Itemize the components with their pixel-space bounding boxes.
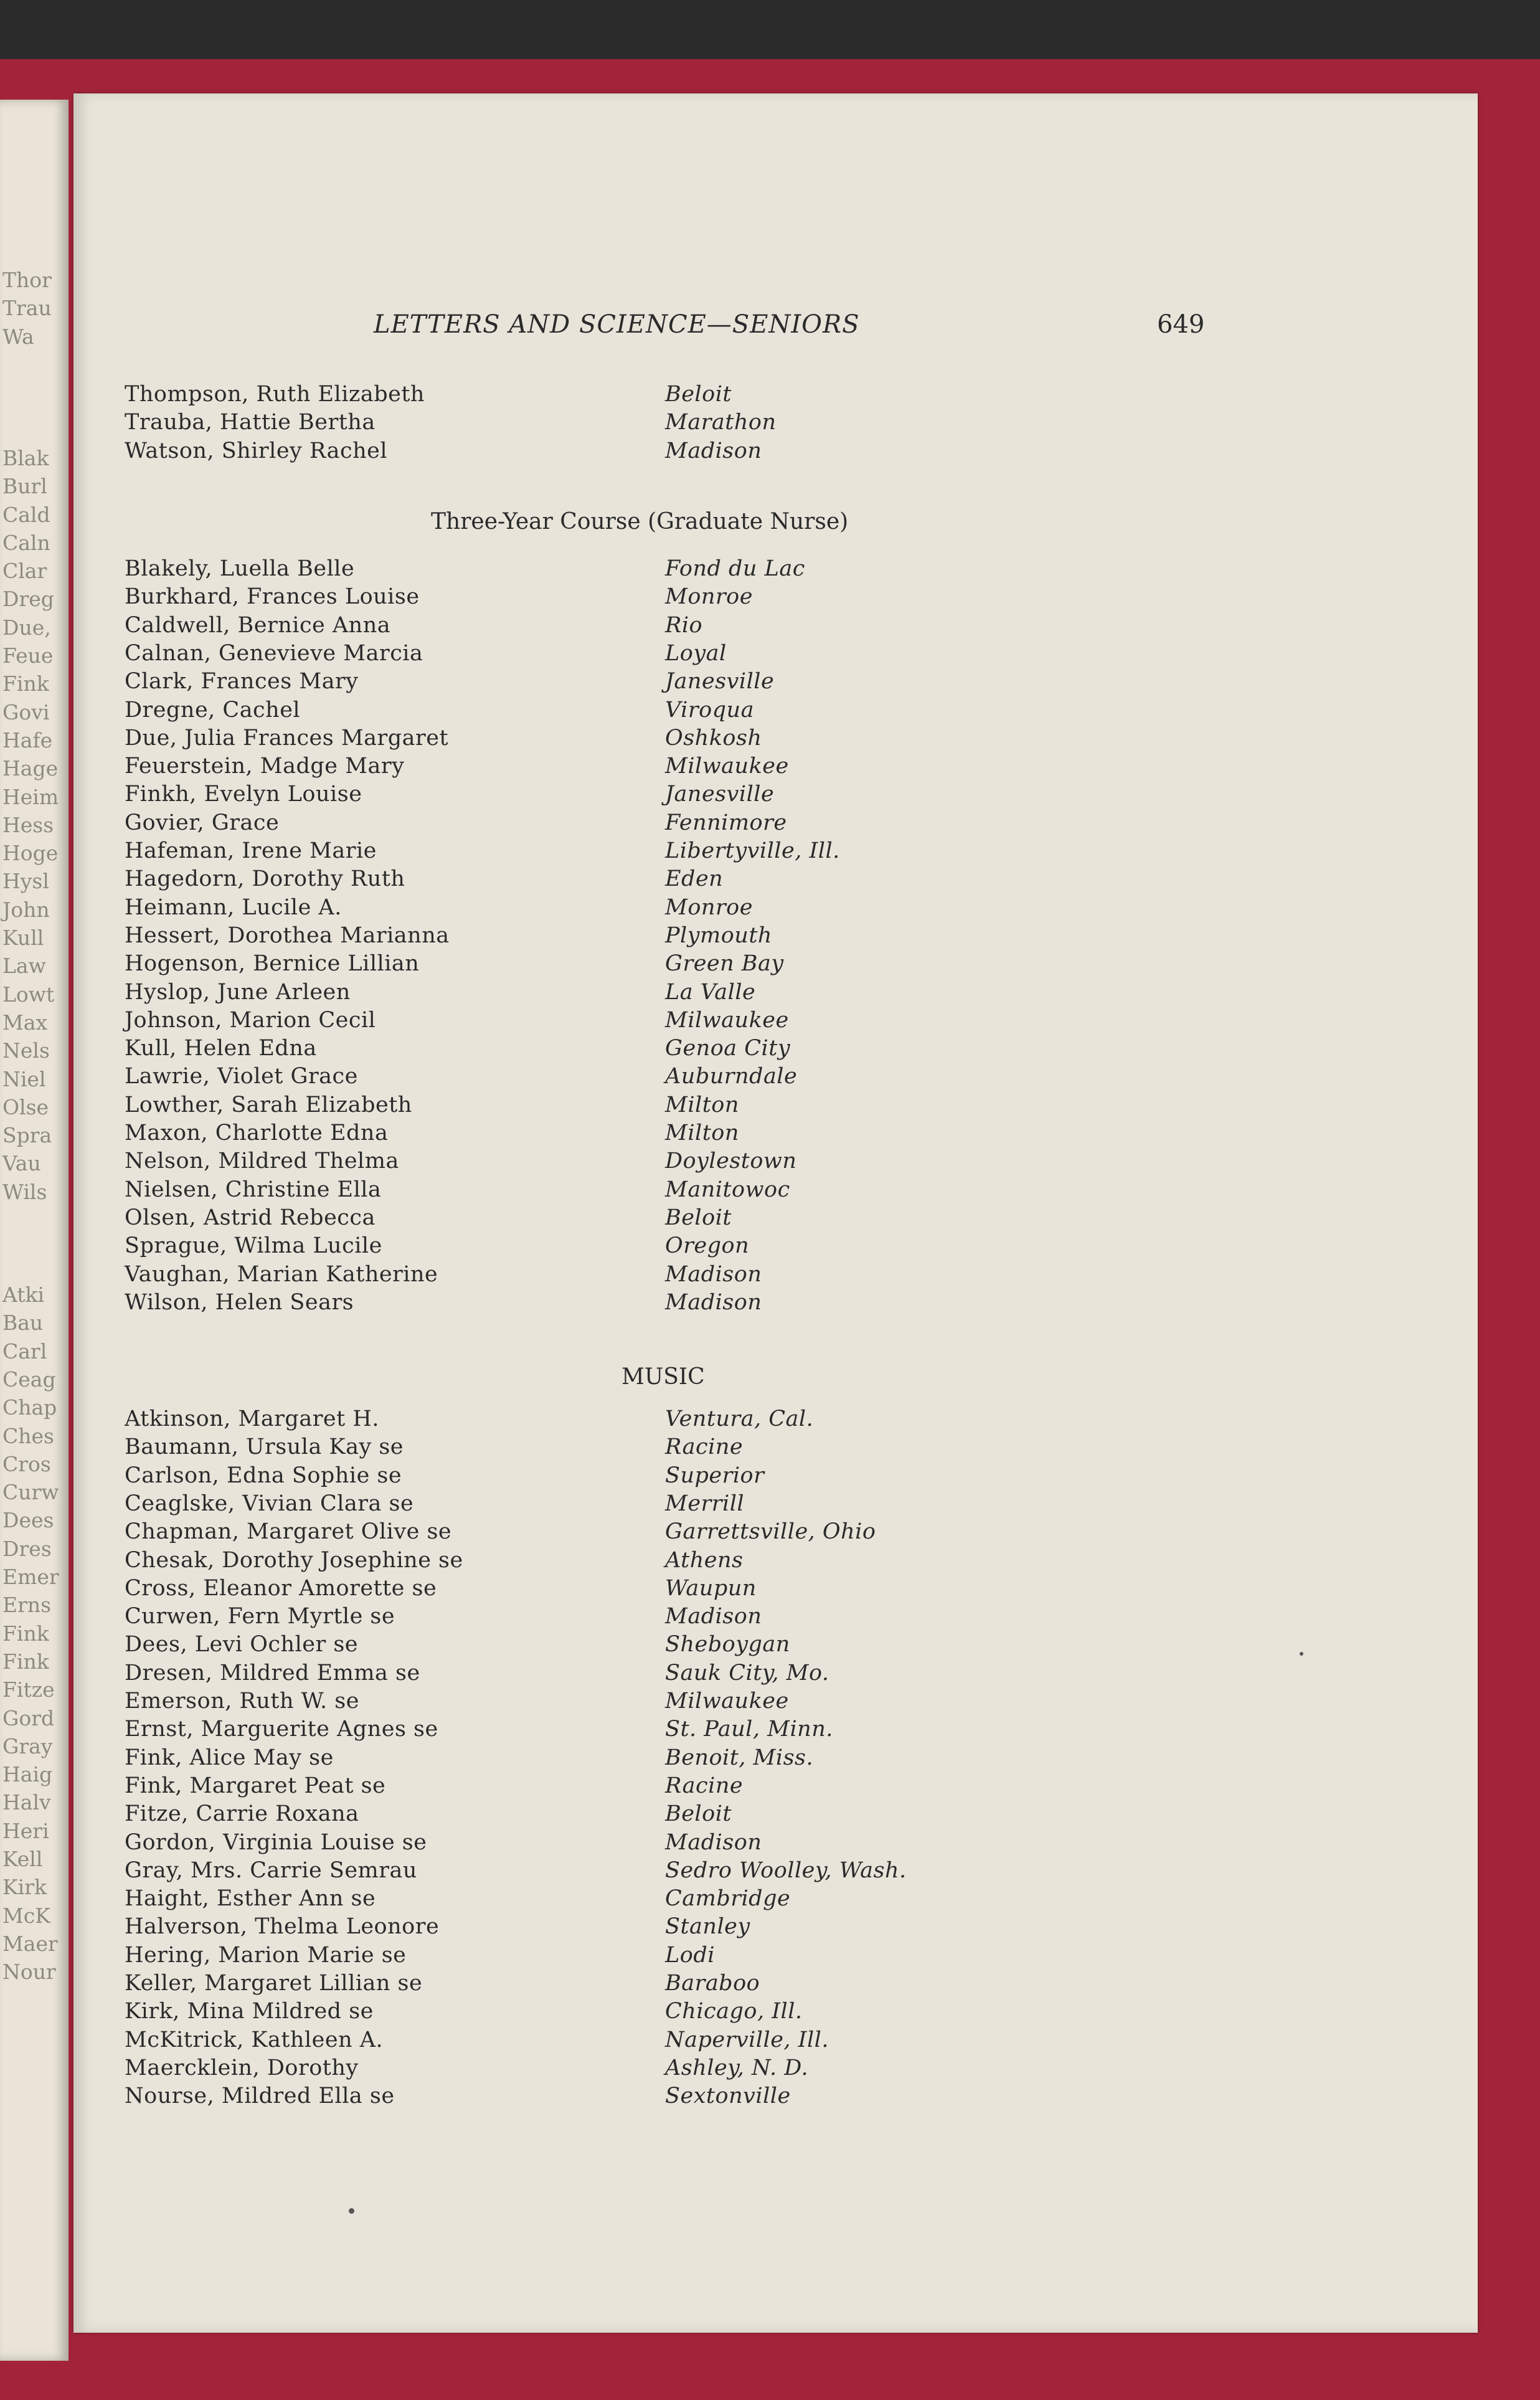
entry-row xyxy=(0,1801,1540,1829)
entry-row xyxy=(0,1886,1540,1914)
entry-name: Wilson, Helen Sears xyxy=(125,1289,354,1315)
entry-hometown: Oshkosh xyxy=(665,725,762,751)
previous-page-text-fragment: Govi xyxy=(2,700,50,724)
entry-row xyxy=(0,895,1540,923)
entry-row xyxy=(0,2084,1540,2111)
previous-page-text-fragment: McK xyxy=(2,1903,50,1928)
entry-hometown: Oregon xyxy=(665,1233,750,1259)
entry-hometown: La Valle xyxy=(665,979,756,1005)
entry-name: Carlson, Edna Sophie se xyxy=(125,1463,402,1488)
entry-name: Fink, Margaret Peat se xyxy=(125,1773,386,1798)
entry-name: Kirk, Mina Mildred se xyxy=(125,1999,374,2024)
entry-hometown: Milwaukee xyxy=(665,1007,789,1033)
entry-name: Calnan, Genevieve Marcia xyxy=(125,640,423,666)
entry-hometown: Libertyville, Ill. xyxy=(665,838,840,863)
entry-row xyxy=(0,669,1540,696)
entry-hometown: Lodi xyxy=(665,1942,715,1968)
previous-page-text-fragment: Cald xyxy=(2,502,50,527)
entry-hometown: Eden xyxy=(665,866,724,892)
entry-row xyxy=(0,1830,1540,1857)
entry-row xyxy=(0,782,1540,809)
entry-hometown: Plymouth xyxy=(665,923,772,948)
previous-page-text-fragment: Fink xyxy=(2,671,49,696)
entry-row xyxy=(0,1093,1540,1120)
entry-row xyxy=(0,1943,1540,1970)
entry-name: Chesak, Dorothy Josephine se xyxy=(125,1547,463,1573)
entry-row xyxy=(0,1999,1540,2026)
entry-row xyxy=(0,726,1540,753)
previous-page-text-fragment: Wa xyxy=(2,324,34,349)
entry-hometown: Beloit xyxy=(665,1801,732,1827)
entry-name: Keller, Margaret Lillian se xyxy=(125,1971,423,1996)
previous-page-text-fragment: Fink xyxy=(2,1649,49,1674)
entry-name: Nielsen, Christine Ella xyxy=(125,1177,382,1202)
entry-name: Trauba, Hattie Bertha xyxy=(125,410,376,435)
previous-page-text-fragment: John xyxy=(2,897,50,922)
entry-name: Emerson, Ruth W. se xyxy=(125,1689,359,1714)
entry-hometown: Madison xyxy=(665,1261,762,1287)
entry-row xyxy=(0,1717,1540,1744)
entry-row xyxy=(0,1121,1540,1148)
entry-name: Dresen, Mildred Emma se xyxy=(125,1660,420,1686)
entry-hometown: Beloit xyxy=(665,382,732,407)
entry-row xyxy=(0,866,1540,894)
entry-name: Halverson, Thelma Leonore xyxy=(125,1914,440,1940)
previous-page-text-fragment: Dreg xyxy=(2,587,54,612)
previous-page-text-fragment: Bau xyxy=(2,1311,44,1335)
entry-hometown: Racine xyxy=(665,1773,744,1798)
entry-name: Maercklein, Dorothy xyxy=(125,2055,359,2080)
entry-row xyxy=(0,1435,1540,1462)
entry-row xyxy=(0,584,1540,612)
entry-row xyxy=(0,1548,1540,1575)
entry-name: Fink, Alice May se xyxy=(125,1745,334,1770)
entry-row xyxy=(0,2028,1540,2055)
previous-page-text-fragment: Heri xyxy=(2,1818,49,1843)
entry-hometown: Ventura, Cal. xyxy=(665,1406,814,1431)
entry-name: Gray, Mrs. Carrie Semrau xyxy=(125,1857,417,1883)
previous-page-text-fragment: Carl xyxy=(2,1339,47,1364)
entry-name: Watson, Shirley Rachel xyxy=(125,438,388,463)
previous-page-text-fragment: Wils xyxy=(2,1179,47,1204)
previous-page-text-fragment: Gray xyxy=(2,1734,53,1758)
entry-name: Caldwell, Bernice Anna xyxy=(125,612,391,638)
entry-name: Olsen, Astrid Rebecca xyxy=(125,1205,376,1230)
previous-page-text-fragment: Hafe xyxy=(2,728,53,752)
entry-hometown: Cambridge xyxy=(665,1886,791,1912)
entry-name: Feuerstein, Madge Mary xyxy=(125,754,405,779)
entry-name: Baumann, Ursula Kay se xyxy=(125,1435,404,1460)
entry-hometown: Benoit, Miss. xyxy=(665,1745,814,1770)
entry-row xyxy=(0,1491,1540,1519)
entry-hometown: Auburndale xyxy=(665,1064,798,1089)
previous-page-text-fragment: Atki xyxy=(2,1283,45,1307)
entry-name: Maxon, Charlotte Edna xyxy=(125,1121,389,1145)
previous-page-text-fragment: Thor xyxy=(2,268,52,292)
entry-name: Haight, Esther Ann se xyxy=(125,1886,376,1912)
entry-hometown: Doylestown xyxy=(665,1149,797,1174)
entry-hometown: Fond du Lac xyxy=(665,556,805,581)
entry-row xyxy=(0,754,1540,781)
previous-page-text-fragment: Niel xyxy=(2,1066,46,1091)
previous-page-text-fragment: Nour xyxy=(2,1960,56,1985)
section-heading-nurse: Three-Year Course (Graduate Nurse) xyxy=(431,509,849,534)
entry-row xyxy=(0,1745,1540,1773)
previous-page-text-fragment: Kirk xyxy=(2,1875,47,1900)
running-header-title: LETTERS AND SCIENCE—SENIORS xyxy=(374,310,860,339)
previous-page-text-fragment: Hoge xyxy=(2,841,59,866)
entry-name: Hering, Marion Marie se xyxy=(125,1942,407,1968)
entry-name: Chapman, Margaret Olive se xyxy=(125,1519,452,1545)
entry-name: Thompson, Ruth Elizabeth xyxy=(125,382,425,407)
entry-hometown: Stanley xyxy=(665,1914,750,1940)
entry-name: Hogenson, Bernice Lillian xyxy=(125,951,420,977)
previous-page-text-fragment: Erns xyxy=(2,1593,52,1618)
entry-hometown: Monroe xyxy=(665,894,753,920)
entry-name: Sprague, Wilma Lucile xyxy=(125,1233,382,1259)
previous-page-text-fragment: Olse xyxy=(2,1094,49,1119)
entry-row xyxy=(0,1519,1540,1547)
entry-row xyxy=(0,1149,1540,1176)
entry-row xyxy=(0,951,1540,979)
entry-row xyxy=(0,641,1540,668)
previous-page-text-fragment: Kull xyxy=(2,926,44,950)
entry-row xyxy=(0,698,1540,725)
entry-row xyxy=(0,1262,1540,1289)
previous-page-text-fragment: Fink xyxy=(2,1621,49,1646)
entry-name: Dees, Levi Ochler se xyxy=(125,1632,359,1658)
previous-page-text-fragment: Cros xyxy=(2,1451,51,1476)
previous-page-text-fragment: Emer xyxy=(2,1565,59,1589)
entry-hometown: Monroe xyxy=(665,584,753,610)
entry-row xyxy=(0,1661,1540,1688)
entry-hometown: Baraboo xyxy=(665,1971,760,1996)
entry-name: Atkinson, Margaret H. xyxy=(125,1406,379,1431)
entry-hometown: Garrettsville, Ohio xyxy=(665,1519,876,1545)
entry-row xyxy=(0,1463,1540,1491)
entry-row xyxy=(0,1036,1540,1063)
previous-page-text-fragment: Vau xyxy=(2,1151,41,1176)
previous-page-text-fragment: Burl xyxy=(2,474,47,499)
entry-hometown: Madison xyxy=(665,1829,762,1855)
entry-row xyxy=(0,1064,1540,1091)
entry-row xyxy=(0,1177,1540,1205)
previous-page-text-fragment: Due, xyxy=(2,615,51,640)
previous-page-text-fragment: Clar xyxy=(2,559,47,584)
entry-hometown: Chicago, Ill. xyxy=(665,1999,803,2024)
entry-row xyxy=(0,1576,1540,1603)
entry-name: Govier, Grace xyxy=(125,810,280,835)
entry-name: Nourse, Mildred Ella se xyxy=(125,2084,395,2109)
entry-row xyxy=(0,1233,1540,1261)
previous-page-text-fragment: Nels xyxy=(2,1038,50,1063)
entry-name: Nelson, Mildred Thelma xyxy=(125,1149,399,1174)
entry-name: Gordon, Virginia Louise se xyxy=(125,1829,427,1855)
entry-row xyxy=(0,2056,1540,2083)
entry-hometown: Sheboygan xyxy=(665,1632,790,1658)
entry-name: Cross, Eleanor Amorette se xyxy=(125,1575,437,1601)
entry-name: Fitze, Carrie Roxana xyxy=(125,1801,359,1827)
entry-row xyxy=(0,1604,1540,1631)
entry-name: Burkhard, Frances Louise xyxy=(125,584,420,610)
entry-name: Johnson, Marion Cecil xyxy=(125,1007,376,1033)
entry-hometown: Janesville xyxy=(665,782,775,807)
entry-hometown: Viroqua xyxy=(665,697,754,723)
entry-name: Vaughan, Marian Katherine xyxy=(125,1261,438,1287)
previous-page-text-fragment: Gord xyxy=(2,1705,55,1730)
entry-name: Due, Julia Frances Margaret xyxy=(125,725,449,751)
entry-hometown: Milwaukee xyxy=(665,754,789,779)
previous-page-text-fragment: Ceag xyxy=(2,1367,56,1392)
entry-row xyxy=(0,1914,1540,1942)
entry-hometown: Athens xyxy=(665,1547,744,1573)
entry-name: Lowther, Sarah Elizabeth xyxy=(125,1092,412,1117)
entry-name: Hafeman, Irene Marie xyxy=(125,838,377,863)
entry-row xyxy=(0,1205,1540,1233)
previous-page-text-fragment: Feue xyxy=(2,643,54,668)
entry-row xyxy=(0,1858,1540,1885)
entry-hometown: Fennimore xyxy=(665,810,787,835)
previous-page-text-fragment: Heim xyxy=(2,784,59,809)
entry-hometown: Merrill xyxy=(665,1491,745,1516)
previous-page-text-fragment: Hage xyxy=(2,756,59,781)
entry-row xyxy=(0,439,1540,466)
previous-page-text-fragment: Trau xyxy=(2,296,52,321)
entry-name: Hagedorn, Dorothy Ruth xyxy=(125,866,405,892)
entry-hometown: Sedro Woolley, Wash. xyxy=(665,1857,907,1883)
entry-name: Finkh, Evelyn Louise xyxy=(125,782,362,807)
entry-hometown: Sextonville xyxy=(665,2084,791,2109)
entry-hometown: Madison xyxy=(665,1604,762,1629)
entry-hometown: Loyal xyxy=(665,640,727,666)
page-number: 649 xyxy=(1157,310,1205,339)
entry-row xyxy=(0,1406,1540,1434)
entry-row xyxy=(0,1971,1540,1998)
entry-hometown: Milwaukee xyxy=(665,1689,789,1714)
entry-row xyxy=(0,838,1540,866)
entry-hometown: Rio xyxy=(665,612,703,638)
previous-page-text-fragment: Caln xyxy=(2,530,50,555)
entry-row xyxy=(0,613,1540,640)
entry-name: Kull, Helen Edna xyxy=(125,1036,317,1061)
entry-row xyxy=(0,980,1540,1007)
previous-page-text-fragment: Ches xyxy=(2,1423,54,1448)
entry-hometown: Beloit xyxy=(665,1205,732,1230)
previous-page-text-fragment: Spra xyxy=(2,1123,52,1148)
entry-name: Ceaglske, Vivian Clara se xyxy=(125,1491,414,1516)
previous-page-text-fragment: Fitze xyxy=(2,1677,55,1702)
previous-page-text-fragment: Haig xyxy=(2,1762,53,1787)
entry-row xyxy=(0,923,1540,951)
entry-hometown: Waupun xyxy=(665,1575,757,1601)
previous-page-text-fragment: Lowt xyxy=(2,982,55,1007)
entry-hometown: St. Paul, Minn. xyxy=(665,1717,833,1742)
entry-row xyxy=(0,810,1540,838)
entry-row xyxy=(0,1008,1540,1035)
entry-row xyxy=(0,382,1540,409)
entry-row xyxy=(0,1632,1540,1659)
previous-page-text-fragment: Dres xyxy=(2,1536,52,1561)
previous-page-text-fragment: Blak xyxy=(2,445,49,470)
ink-speck xyxy=(349,2208,354,2214)
entry-name: Clark, Frances Mary xyxy=(125,669,359,695)
entry-hometown: Janesville xyxy=(665,669,775,695)
entry-name: Hessert, Dorothea Marianna xyxy=(125,923,450,948)
entry-hometown: Naperville, Ill. xyxy=(665,2027,829,2052)
entry-hometown: Genoa City xyxy=(665,1036,791,1061)
previous-page-text-fragment: Chap xyxy=(2,1395,57,1420)
entry-row xyxy=(0,1773,1540,1801)
previous-page-text-fragment: Hysl xyxy=(2,869,49,894)
entry-row xyxy=(0,1290,1540,1317)
previous-page-text-fragment: Kell xyxy=(2,1847,43,1871)
entry-row xyxy=(0,556,1540,584)
entry-hometown: Superior xyxy=(665,1463,765,1488)
entry-hometown: Manitowoc xyxy=(665,1177,790,1202)
entry-name: Curwen, Fern Myrtle se xyxy=(125,1604,395,1629)
entry-hometown: Milton xyxy=(665,1092,739,1117)
ink-speck xyxy=(1300,1652,1303,1656)
entry-hometown: Madison xyxy=(665,438,762,463)
entry-name: Blakely, Luella Belle xyxy=(125,556,355,581)
entry-name: Hyslop, June Arleen xyxy=(125,979,351,1005)
previous-page-text-fragment: Max xyxy=(2,1010,48,1035)
entry-name: Dregne, Cachel xyxy=(125,697,301,723)
entry-hometown: Ashley, N. D. xyxy=(665,2055,809,2080)
entry-name: McKitrick, Kathleen A. xyxy=(125,2027,384,2052)
previous-page-text-fragment: Law xyxy=(2,954,46,979)
entry-hometown: Sauk City, Mo. xyxy=(665,1660,829,1686)
previous-page-text-fragment: Dees xyxy=(2,1508,54,1533)
entry-name: Ernst, Marguerite Agnes se xyxy=(125,1717,438,1742)
entry-row xyxy=(0,410,1540,437)
entry-row xyxy=(0,1689,1540,1716)
previous-page-text-fragment: Curw xyxy=(2,1480,59,1505)
entry-hometown: Racine xyxy=(665,1435,744,1460)
entry-name: Heimann, Lucile A. xyxy=(125,894,342,920)
section-heading-music: MUSIC xyxy=(621,1364,705,1390)
entry-hometown: Green Bay xyxy=(665,951,784,977)
entry-hometown: Marathon xyxy=(665,410,777,435)
entry-hometown: Milton xyxy=(665,1121,739,1145)
previous-page-text-fragment: Maer xyxy=(2,1931,58,1956)
entry-name: Lawrie, Violet Grace xyxy=(125,1064,358,1089)
previous-page-text-fragment: Halv xyxy=(2,1790,51,1815)
previous-page-text-fragment: Hess xyxy=(2,812,54,837)
entry-hometown: Madison xyxy=(665,1289,762,1315)
